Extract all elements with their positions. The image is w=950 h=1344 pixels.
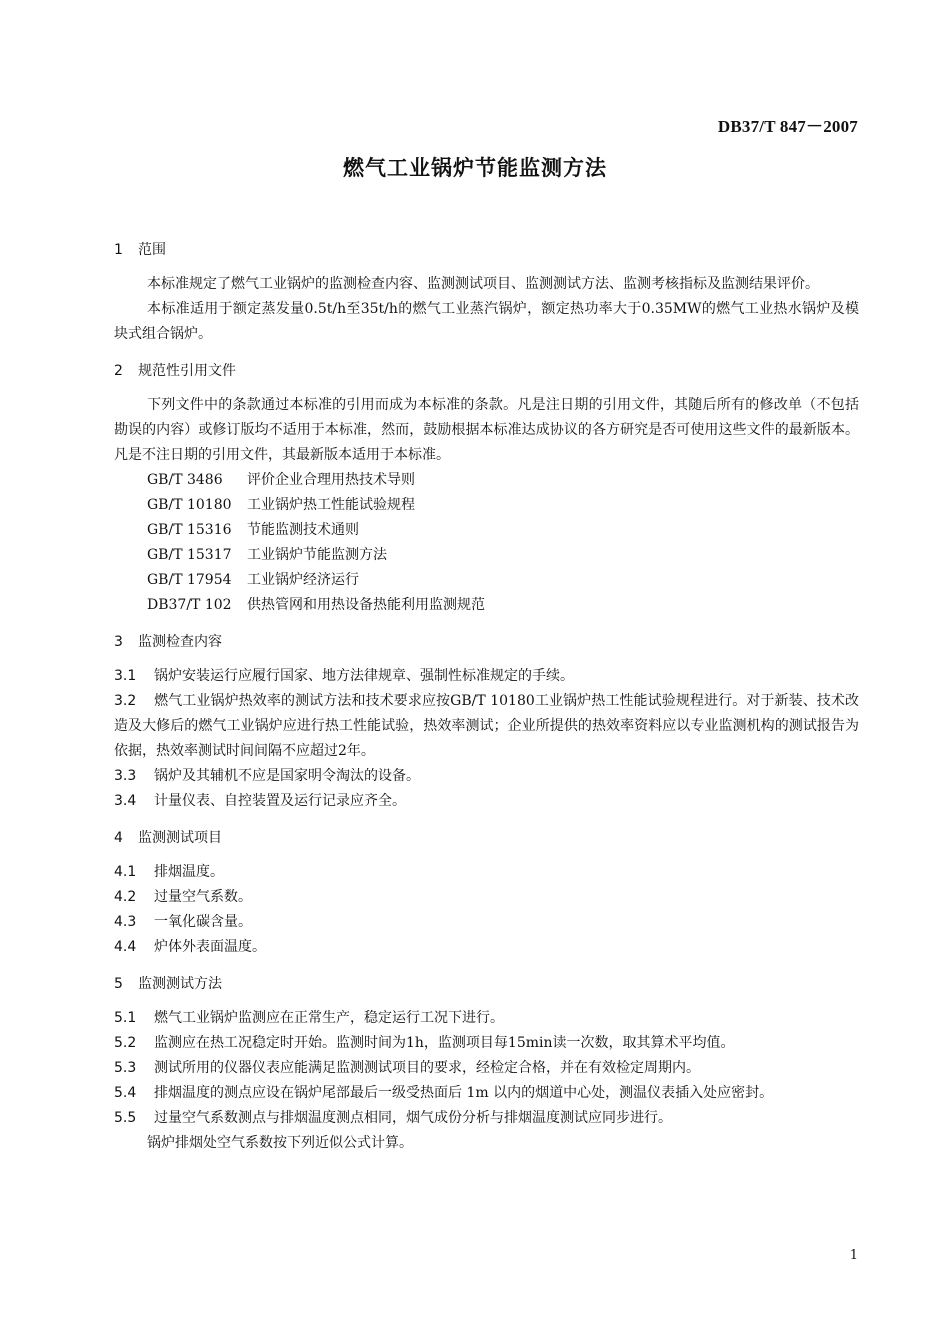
paragraph: 锅炉排烟处空气系数按下列近似公式计算。 (147, 1135, 413, 1151)
clause: 4.3 一氧化碳含量。 (114, 914, 252, 930)
page-number: 1 (849, 1248, 858, 1263)
section-heading: 4 监测测试项目 (114, 830, 222, 846)
reference-item: DB37/T 102 供热管网和用热设备热能利用监测规范 (147, 597, 485, 613)
clause: 5.1 燃气工业锅炉监测应在正常生产，稳定运行工况下进行。 (114, 1010, 504, 1026)
clause: 3.1 锅炉安装运行应履行国家、地方法律规章、强制性标准规定的手续。 (114, 668, 574, 684)
standard-number: DB37/T 847－2007 (717, 117, 858, 136)
clause: 5.4 排烟温度的测点应设在锅炉尾部最后一级受热面后 1m 以内的烟道中心处，测温仪表插入处应密封。 (114, 1085, 774, 1101)
reference-item: GB/T 10180 工业锅炉热工性能试验规程 (147, 497, 415, 513)
reference-item: GB/T 3486 评价企业合理用热技术导则 (147, 472, 415, 488)
section-heading: 2 规范性引用文件 (114, 363, 236, 379)
clause: 3.4 计量仪表、自控装置及运行记录应齐全。 (114, 793, 406, 809)
section-heading: 5 监测测试方法 (114, 976, 222, 992)
section-heading: 3 监测检查内容 (114, 634, 222, 650)
reference-item: GB/T 17954 工业锅炉经济运行 (147, 572, 359, 588)
clause: 5.2 监测应在热工况稳定时开始。监测时间为1h，监测项目每15min读一次数，取其算术平均值。 (114, 1035, 735, 1051)
paragraph: 下列文件中的条款通过本标准的引用而成为本标准的条款。凡是注日期的引用文件，其随后所有的修改单（不包括勘误的内容）或修订版均不适用于本标准，然而，鼓励根据本标准达成协议的各方研究是否可使用这些文件的最新版本。凡是不注日期的引用文件，其最新版本适用于本标准。 (114, 397, 859, 463)
document-title: 燃气工业锅炉节能监测方法 (343, 156, 607, 180)
reference-item: GB/T 15317 工业锅炉节能监测方法 (147, 547, 387, 563)
clause: 3.3 锅炉及其辅机不应是国家明令淘汰的设备。 (114, 768, 420, 784)
clause: 3.2 燃气工业锅炉热效率的测试方法和技术要求应按GB/T 10180工业锅炉热工性能试验规程进行。对于新装、技术改造及大修后的燃气工业锅炉应进行热工性能试验，热效率测试；企业所提供的热效率资料应以专业监测机构的测试报告为依据，热效率测试时间间隔不应超过2年。 (114, 693, 859, 759)
section-heading: 1 范围 (114, 242, 166, 258)
clause: 5.5 过量空气系数测点与排烟温度测点相同，烟气成份分析与排烟温度测试应同步进行。 (114, 1110, 672, 1126)
document-body (114, 238, 859, 1156)
clause: 4.4 炉体外表面温度。 (114, 939, 266, 955)
reference-item: GB/T 15316 节能监测技术通则 (147, 522, 359, 538)
clause: 4.1 排烟温度。 (114, 864, 224, 880)
paragraph: 本标准适用于额定蒸发量0.5t/h至35t/h的燃气工业蒸汽锅炉，额定热功率大于0.35MW的燃气工业热水锅炉及模块式组合锅炉。 (114, 301, 859, 342)
clause: 4.2 过量空气系数。 (114, 889, 252, 905)
clause: 5.3 测试所用的仪器仪表应能满足监测测试项目的要求，经检定合格，并在有效检定周期内。 (114, 1060, 700, 1076)
paragraph: 本标准规定了燃气工业锅炉的监测检查内容、监测测试项目、监测测试方法、监测考核指标及监测结果评价。 (147, 276, 819, 292)
